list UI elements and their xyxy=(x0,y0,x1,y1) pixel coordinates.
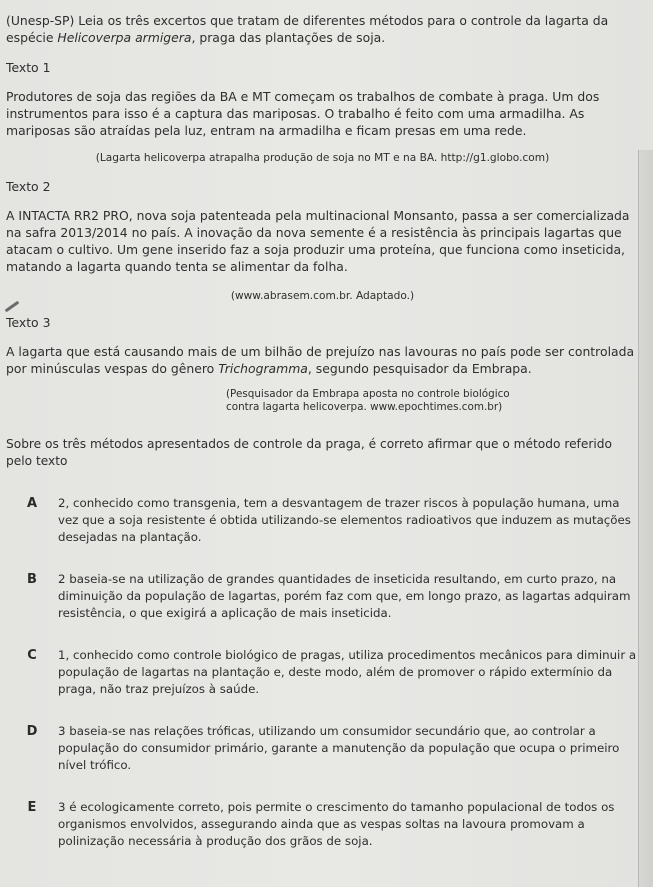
text2-source: (www.abrasem.com.br. Adaptado.) xyxy=(230,290,415,302)
option-e[interactable] xyxy=(6,799,639,850)
option-letter[interactable]: E xyxy=(27,800,37,815)
text2-label: Texto 2 xyxy=(6,179,51,194)
option-letter[interactable]: A xyxy=(26,496,38,511)
text1-label: Texto 1 xyxy=(6,60,51,75)
option-text: 2, conhecido como transgenia, tem a desvantagem de trazer riscos à população humana, uma vez que a soja resistente é obtida utilizando-se elementos radioativos que induzem as mutações desejadas na plantação. xyxy=(58,496,631,544)
page-edge xyxy=(638,150,653,887)
option-d[interactable] xyxy=(6,723,639,774)
option-a[interactable] xyxy=(6,495,639,546)
option-c[interactable] xyxy=(6,647,639,698)
text3-body-prefix: A lagarta que está causando mais de um bilhão de prejuízo nas lavouras no país pode ser controlada por minúsculas vespas do gênero xyxy=(6,344,635,376)
question-intro xyxy=(6,12,639,46)
text2-body: A INTACTA RR2 PRO, nova soja patenteada pela multinacional Monsanto, passa a ser comercializada na safra 2013/2014 no país. A inovação da nova semente é a resistência às principais lagartas que atacam o cultivo. Um gene inserido faz a soja produzir uma proteína, que funciona como inseticida, matando a lagarta quando tenta se alimentar da folha. xyxy=(6,208,630,274)
option-text: 3 baseia-se nas relações tróficas, utilizando um consumidor secundário que, ao controlar a população do consumidor primário, garante a manutenção da população que ocupa o primeiro nível trófico. xyxy=(58,724,620,772)
text3-body-suffix: , segundo pesquisador da Embrapa. xyxy=(307,361,532,376)
option-text: 2 baseia-se na utilização de grandes quantidades de inseticida resultando, em curto prazo, na diminuição da população de lagartas, porém faz com que, em longo prazo, as lagartas adquiram resistência, o que exigirá a aplicação de mais inseticida. xyxy=(58,572,631,620)
option-letter[interactable]: D xyxy=(26,724,38,739)
intro-prefix: (Unesp-SP) Leia os três excertos que tratam de diferentes métodos para o controle da lagarta da espécie xyxy=(6,13,609,45)
text1-body: Produtores de soja das regiões da BA e MT começam os trabalhos de combate à praga. Um dos instrumentos para isso é a captura das mariposas. O trabalho é feito com uma armadilha. As mariposas são atraídas pela luz, entram na armadilha e ficam presas em uma rede. xyxy=(6,89,600,138)
option-letter[interactable]: B xyxy=(27,572,37,587)
option-text: 1, conhecido como controle biológico de pragas, utiliza procedimentos mecânicos para diminuir a população de lagartas na plantação e, deste modo, além de promover o rápido extermínio da praga, não traz prejuízos à saúde. xyxy=(58,648,637,696)
text3-body xyxy=(6,343,639,377)
option-text: 3 é ecologicamente correto, pois permite o crescimento do tamanho populacional de todos os organismos envolvidos, assegurando ainda que as vespas soltas na lavoura promovam a polinização necessária à produção dos grãos de soja. xyxy=(58,800,615,848)
text3-source-line1: (Pesquisador da Embrapa aposta no controle biológico xyxy=(226,388,510,400)
text3-source-line2: contra lagarta helicoverpa. www.epochtimes.com.br) xyxy=(226,401,503,413)
intro-suffix: , praga das plantações de soja. xyxy=(191,30,386,45)
text3-label: Texto 3 xyxy=(6,315,51,330)
species-name: Helicoverpa armigera xyxy=(57,30,192,45)
option-b[interactable] xyxy=(6,571,639,622)
text1-source: (Lagarta helicoverpa atrapalha produção de soja no MT e na BA. http://g1.globo.com) xyxy=(95,152,550,164)
genus-name: Trichogramma xyxy=(218,361,308,376)
question-stem: Sobre os três métodos apresentados de controle da praga, é correto afirmar que o método referido pelo texto xyxy=(6,437,612,468)
option-letter[interactable]: C xyxy=(27,648,37,663)
